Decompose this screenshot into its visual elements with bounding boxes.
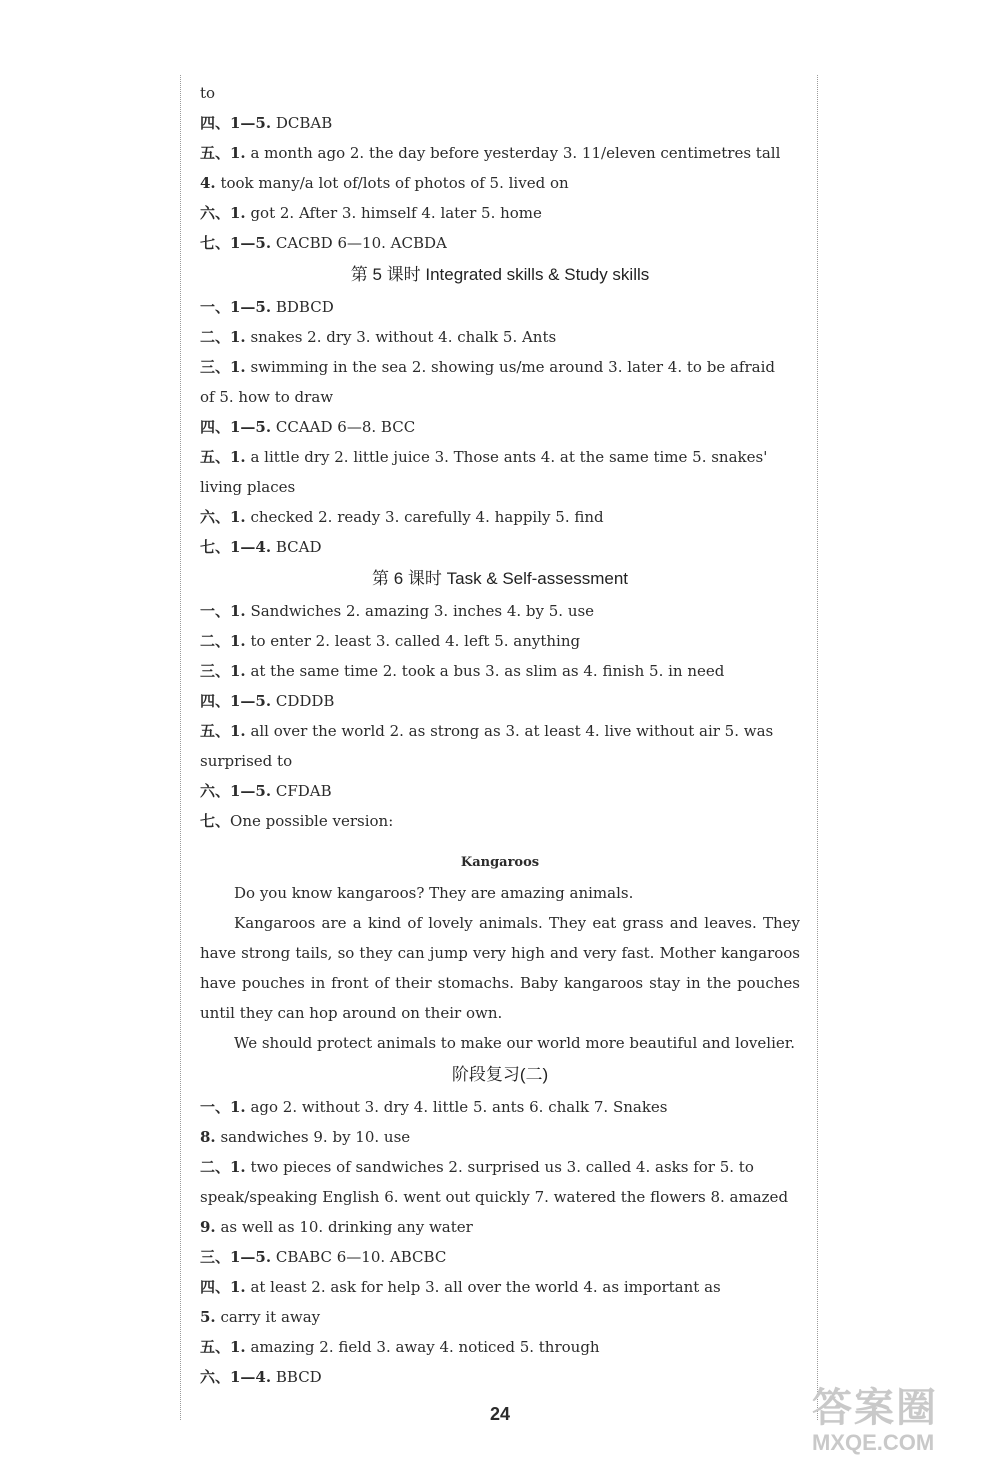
essay-paragraph: We should protect animals to make our world more beautiful and lovelier. [234,1034,796,1052]
section-5-title: 第 5 课时 Integrated skills & Study skills [350,265,650,284]
answer-line: 三、1. at the same time 2. took a bus 3. as slim as 4. finish 5. in need [200,662,725,680]
answer-line: of 5. how to draw [200,388,334,406]
answer-line: 四、1. at least 2. ask for help 3. all over the world 4. as important as [200,1278,721,1296]
essay-paragraph: Kangaroos are a kind of lovely animals. They eat grass and leaves. They have strong tails, so they can jump very high and very fast. Mother kangaroos have pouches in front of their stomachs. Baby kangaroos stay in the pouches until they can hop around on their own. [200,914,800,1022]
answer-line: 二、1. snakes 2. dry 3. without 4. chalk 5. Ants [200,328,557,346]
essay-paragraph: Do you know kangaroos? They are amazing animals. [234,884,634,902]
answer-page [200,78,800,1392]
answer-line: surprised to [200,752,293,770]
answer-line: 一、1—5. BDBCD [200,298,334,316]
answer-line: speak/speaking English 6. went out quickly 7. watered the flowers 8. amazed [200,1188,789,1206]
answer-line: 七、1—4. BCAD [200,538,322,556]
answer-line: 七、One possible version: [200,812,394,830]
answer-line: 五、1. a little dry 2. little juice 3. Those ants 4. at the same time 5. snakes' [200,448,768,466]
answer-line: 8. sandwiches 9. by 10. use [200,1128,411,1146]
answer-line: 4. took many/a lot of/lots of photos of 5. lived on [200,174,569,192]
review-answers [200,1092,800,1392]
answer-line: 二、1. two pieces of sandwiches 2. surprised us 3. called 4. asks for 5. to [200,1158,754,1176]
answer-line: 二、1. to enter 2. least 3. called 4. left 5. anything [200,632,581,650]
answer-line: 三、1—5. CBABC 6—10. ABCBC [200,1248,447,1266]
watermark-text: 答案圈 [812,1386,938,1430]
review-title: 阶段复习(二) [451,1065,549,1084]
answer-line: 一、1. ago 2. without 3. dry 4. little 5. ants 6. chalk 7. Snakes [200,1098,668,1116]
answer-line: living places [200,478,296,496]
answer-line: 六、1—5. CFDAB [200,782,332,800]
answer-line: 六、1—4. BBCD [200,1368,322,1386]
answer-line: 七、1—5. CACBD 6—10. ACBDA [200,234,447,252]
answer-line: 五、1. amazing 2. field 3. away 4. noticed 5. through [200,1338,600,1356]
answer-line: 5. carry it away [200,1308,321,1326]
answer-line: 三、1. swimming in the sea 2. showing us/me around 3. later 4. to be afraid [200,358,775,376]
essay-title: Kangaroos [460,855,540,870]
pre-answers [200,78,800,258]
answer-line: 四、1—5. CDDDB [200,692,335,710]
answer-line: 9. as well as 10. drinking any water [200,1218,473,1236]
answer-line: 一、1. Sandwiches 2. amazing 3. inches 4. by 5. use [200,602,595,620]
answer-line: 五、1. all over the world 2. as strong as 3. at least 4. live without air 5. was [200,722,774,740]
section-6-title: 第 6 课时 Task & Self-assessment [371,569,629,588]
section-5-answers [200,292,800,562]
answer-line: 五、1. a month ago 2. the day before yesterday 3. 11/eleven centimetres tall [200,144,781,162]
answer-line: 六、1. got 2. After 3. himself 4. later 5. home [200,204,542,222]
watermark-url: MXQE.COM [812,1430,935,1455]
right-dotted-rule [817,75,818,1420]
answer-line: 六、1. checked 2. ready 3. carefully 4. happily 5. find [200,508,604,526]
section-6-answers [200,596,800,836]
left-dotted-rule [180,75,181,1420]
page-number: 24 [489,1404,511,1424]
answer-line: 四、1—5. DCBAB [200,114,333,132]
answer-line: 四、1—5. CCAAD 6—8. BCC [200,418,416,436]
answer-line: to [200,84,216,102]
watermark-logo [812,1385,997,1465]
